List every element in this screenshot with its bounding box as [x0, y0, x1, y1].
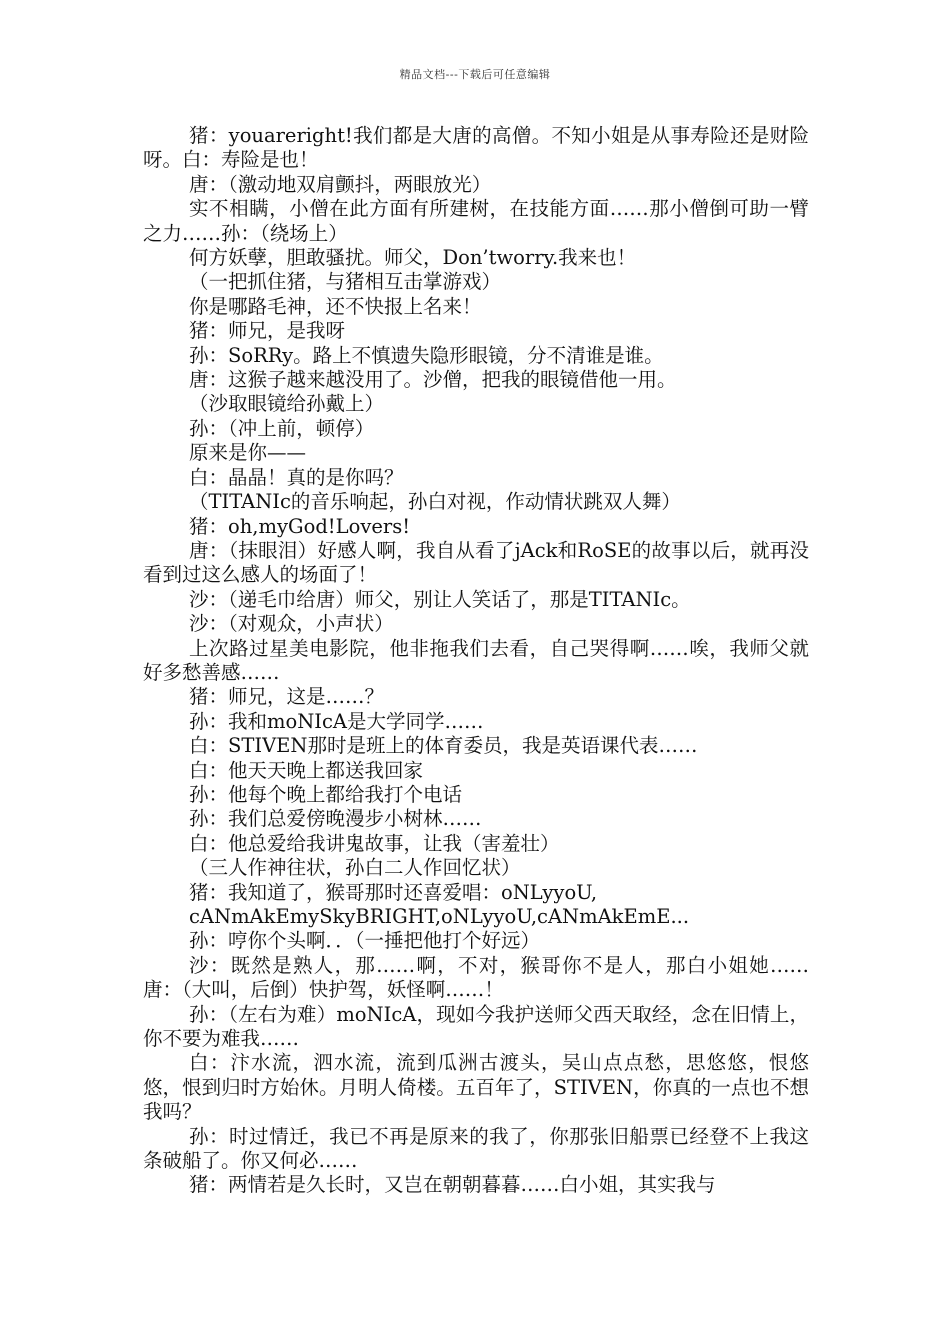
document-body [143, 124, 809, 1198]
paragraph: 猪：oh,myGod!Lovers! [189, 514, 411, 538]
paragraph: （TITANIc的音乐响起，孙白对视，作动情状跳双人舞） [189, 490, 681, 514]
paragraph: 猪：youareright!我们都是大唐的高僧。不知小姐是从事寿险还是财险呀。白：寿险是也！ [143, 124, 809, 172]
paragraph: 猪：师兄，这是……？ [189, 685, 385, 709]
paragraph: 孙：我们总爱傍晚漫步小树林…… [189, 807, 482, 831]
paragraph: 白：STIVEN那时是班上的体育委员，我是英语课代表…… [189, 734, 698, 758]
paragraph: 孙：他每个晚上都给我打个电话 [189, 782, 463, 806]
paragraph: （三人作神往状，孙白二人作回忆状） [189, 856, 521, 880]
paragraph: 猪：师兄，是我呀 [189, 319, 346, 343]
paragraph: 何方妖孽，胆敢骚扰。师父，Don’tworry.我来也！ [189, 246, 637, 270]
paragraph: 孙：我和moNIcA是大学同学…… [189, 709, 484, 733]
paragraph: 孙：（左右为难）moNIcA，现如今我护送师父西天取经，念在旧情上，你不要为难我…… [143, 1002, 809, 1051]
paragraph: 实不相瞒，小僧在此方面有所建树，在技能方面……那小僧倒可助一臂之力……孙：（绕场上） [143, 197, 809, 245]
paragraph: 白：他天天晚上都送我回家 [189, 758, 424, 782]
paragraph: 猪：两情若是久长时，又岂在朝朝暮暮……白小姐，其实我与 [189, 1173, 716, 1197]
paragraph: cANmAkEmySkyBRIGHT,oNLyyoU,cANmAkEmE... [189, 905, 690, 928]
paragraph: 孙：时过情迁，我已不再是原来的我了，你那张旧船票已经登不上我这条破船了。你又何必…… [143, 1124, 809, 1173]
paragraph: 孙：哼你个头啊．．（一捶把他打个好远） [189, 929, 541, 953]
paragraph: 孙：（冲上前，顿停） [189, 416, 375, 440]
paragraph: 上次路过星美电影院，他非拖我们去看，自己哭得啊……唉，我师父就好多愁善感…… [143, 636, 809, 684]
paragraph: 白：汴水流，泗水流，流到瓜洲古渡头，吴山点点愁，思悠悠，恨悠悠，恨到归时方始休。月明人倚楼。五百年了，STIVEN，你真的一点也不想我吗？ [143, 1051, 809, 1124]
paragraph: 唐：（激动地双肩颤抖，两眼放光） [189, 172, 492, 196]
paragraph: 白：晶晶！真的是你吗？ [189, 465, 404, 489]
paragraph: 白：他总爱给我讲鬼故事，让我（害羞壮） [189, 831, 560, 855]
paragraph: 唐：（抹眼泪）好感人啊，我自从看了jAck和RoSE的故事以后，就再没看到过这么感人的场面了！ [143, 538, 809, 587]
paragraph: 沙：（对观众，小声状） [189, 612, 394, 636]
paragraph: 孙：SoRRy。路上不慎遗失隐形眼镜，分不清谁是谁。 [189, 343, 664, 367]
paragraph: （一把抓住猪，与猪相互击掌游戏） [189, 270, 502, 294]
paragraph: 沙：（递毛巾给唐）师父，别让人笑话了，那是TITANIc。 [189, 587, 691, 611]
paragraph: 你是哪路毛神，还不快报上名来！ [189, 294, 482, 318]
paragraph: 唐：这猴子越来越没用了。沙僧，把我的眼镜借他一用。 [189, 368, 677, 392]
paragraph: 猪：我知道了，猴哥那时还喜爱唱：oNLyyoU, [189, 880, 598, 904]
paragraph: 沙：既然是熟人，那……啊，不对，猴哥你不是人，那白小姐她……唐：（大叫，后倒）快护驾，妖怪啊……！ [143, 953, 809, 1002]
paragraph: （沙取眼镜给孙戴上） [189, 392, 385, 416]
page-header: 精品文档---下载后可任意编辑 [399, 68, 551, 81]
paragraph: 原来是你—— [189, 441, 307, 465]
